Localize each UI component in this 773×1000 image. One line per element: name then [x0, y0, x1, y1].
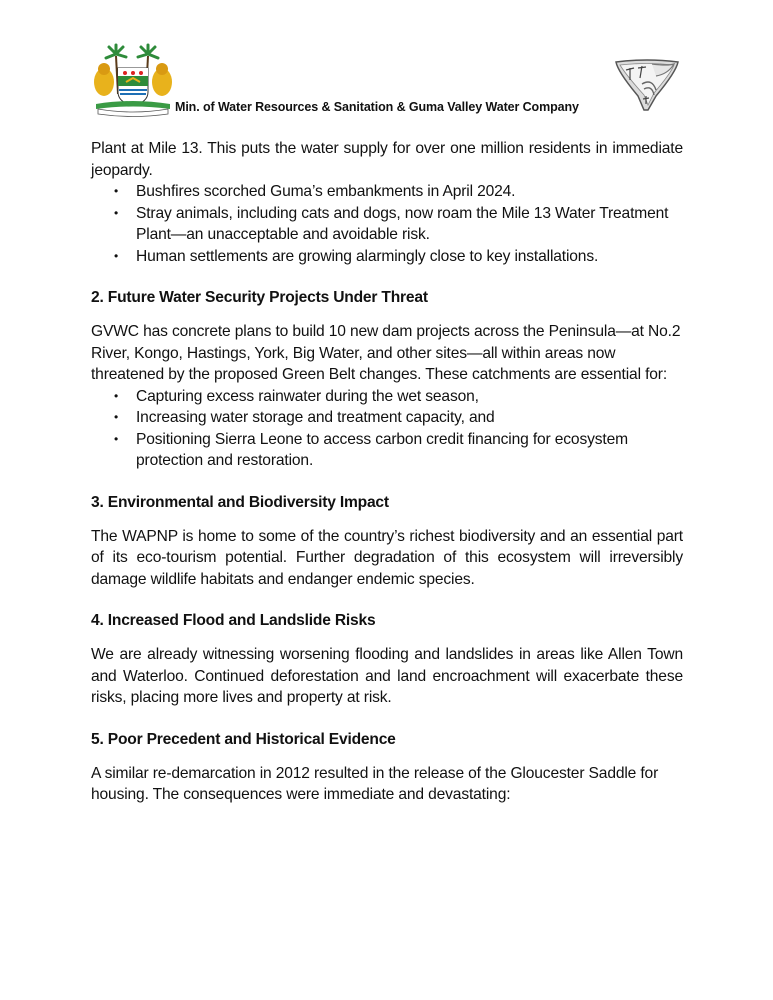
list-item: • Positioning Sierra Leone to access carbon credit financing for ecosystem protection and restoration. — [136, 429, 683, 472]
intro-paragraph: Plant at Mile 13. This puts the water supply for over one million residents in immediate jeopardy. — [91, 140, 683, 179]
list-item: • Stray animals, including cats and dogs, now roam the Mile 13 Water Treatment Plant—an unacceptable and avoidable risk. — [136, 203, 683, 246]
organization-name: Min. of Water Resources & Sanitation & Guma Valley Water Company — [175, 100, 579, 114]
section-paragraph: The WAPNP is home to some of the country’s richest biodiversity and an essential part of its eco-tourism potential. Further degradation of this ecosystem will irreversibly damage wildlife habitats and endanger endemic species. — [91, 527, 683, 588]
coat-of-arms-icon — [90, 42, 176, 118]
section-bullet-list — [91, 386, 683, 472]
section-heading: 4. Increased Flood and Landslide Risks — [91, 612, 376, 629]
list-item: • Bushfires scorched Guma’s embankments in April 2024. — [136, 181, 683, 203]
letterhead — [0, 0, 773, 125]
list-item: • Increasing water storage and treatment capacity, and — [136, 407, 683, 429]
list-item: • Capturing excess rainwater during the wet season, — [136, 386, 683, 408]
intro-bullet-list — [91, 181, 683, 267]
section-paragraph: A similar re-demarcation in 2012 resulted in the release of the Gloucester Saddle for housing. The consequences were immediate and devastating: — [91, 764, 659, 803]
section-paragraph: GVWC has concrete plans to build 10 new dam projects across the Peninsula—at No.2 River, Kongo, Hastings, York, Big Water, and other sites—all within areas now threatened by the proposed Green Belt changes. These catchments are essential for: — [91, 323, 681, 383]
section-heading: 5. Poor Precedent and Historical Evidence — [91, 730, 396, 748]
list-item: • Human settlements are growing alarmingly close to key installations. — [136, 246, 683, 268]
document-body — [91, 138, 683, 806]
section-paragraph: We are already witnessing worsening flooding and landslides in areas like Allen Town and Waterloo. Continued deforestation and land encroachment will exacerbate these risks, placing more lives and property at risk. — [91, 646, 683, 706]
guma-valley-logo-icon — [612, 56, 682, 114]
section-heading: 2. Future Water Security Projects Under Threat — [91, 289, 428, 306]
section-heading: 3. Environmental and Biodiversity Impact — [91, 493, 389, 511]
